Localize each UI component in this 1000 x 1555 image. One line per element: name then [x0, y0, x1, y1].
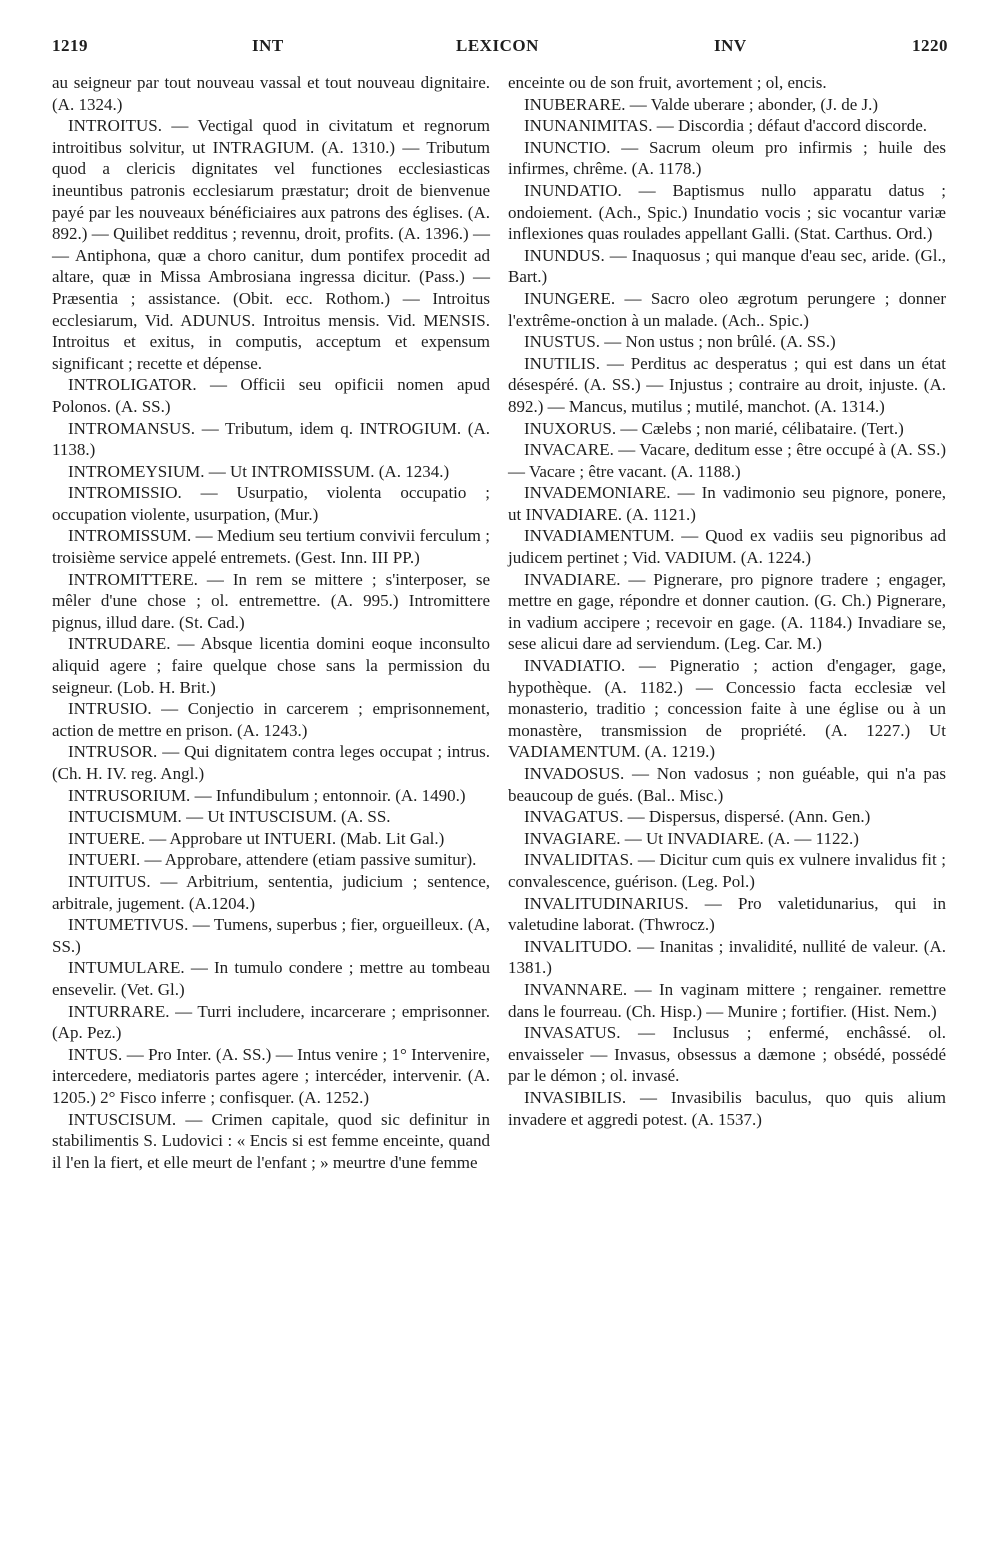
entry-headword: INUNDATIO.	[524, 180, 622, 200]
dictionary-entry	[508, 979, 946, 1022]
entry-definition: — In tumulo condere ; mettre au tombeau ensevelir. (Vet. Gl.)	[52, 958, 490, 999]
dictionary-entry	[52, 72, 490, 115]
entry-headword: INTRUSOR.	[68, 742, 158, 762]
guide-word-left: INT	[252, 36, 284, 55]
entry-definition: — Ut INVADIARE. (A. — 1122.)	[620, 828, 859, 848]
entry-definition: — Non ustus ; non brûlé. (A. SS.)	[600, 332, 836, 352]
page-number-left: 1219	[52, 36, 88, 55]
entry-definition: — In vadimonio seu pignore, ponere, ut INVADIARE. (A. 1121.)	[508, 483, 946, 524]
entry-definition: — Sacro oleo ægrotum perungere ; donner l'extrême-onction à un malade. (Ach.. Spic.)	[508, 288, 946, 330]
dictionary-entry	[508, 353, 946, 418]
entry-headword: INTROMANSUS.	[68, 418, 196, 438]
entry-headword: INUBERARE.	[524, 94, 626, 114]
entry-headword: INTRUDARE.	[68, 634, 171, 654]
entry-headword: INTURRARE.	[68, 1001, 170, 1021]
entry-headword: INVAGATUS.	[524, 807, 624, 827]
entry-definition: — Quod ex vadiis seu pignoribus ad judicem pertinet ; Vid. VADIUM. (A. 1224.)	[508, 526, 946, 568]
entry-headword: INVALITUDINARIUS.	[524, 893, 689, 913]
dictionary-entry	[508, 418, 946, 440]
dictionary-entry	[52, 785, 490, 807]
dictionary-entry	[508, 525, 946, 568]
entry-headword: INVASATUS.	[524, 1023, 621, 1043]
entry-definition: — Ut INTUSCISUM. (A. SS.	[181, 807, 391, 827]
entry-definition: — Perditus ac desperatus ; qui est dans un état désespéré. (A. SS.) — Injustus ; contraire au droit, injuste. (A. 892.) — Mancus, mutilus ; mutilé, manchot. (A. 1314.)	[508, 353, 946, 416]
entry-definition: — Turri includere, incarcerare ; emprisonner. (Ap. Pez.)	[52, 1001, 490, 1043]
entry-definition: — Dicitur cum quis ex vulnere invalidus fit ; convalescence, guérison. (Leg. Pol.)	[508, 850, 946, 891]
entry-headword: INVASIBILIS.	[524, 1087, 627, 1107]
dictionary-entry	[508, 439, 946, 482]
entry-headword: INTROITUS.	[68, 116, 162, 136]
dictionary-entry	[52, 418, 490, 461]
dictionary-entry	[508, 893, 946, 936]
entry-headword: INTRUSORIUM.	[68, 785, 191, 805]
entry-headword: INTROLIGATOR.	[68, 375, 197, 395]
entry-headword: INVANNARE.	[524, 979, 628, 999]
entry-definition: au seigneur par tout nouveau vassal et tout nouveau dignitaire. (A. 1324.)	[52, 73, 490, 114]
entry-definition: — Discordia ; défaut d'accord discorde.	[652, 116, 927, 136]
running-header	[52, 28, 948, 68]
dictionary-entry	[508, 1022, 946, 1087]
entry-headword: INVALIDITAS.	[524, 850, 634, 870]
dictionary-entry	[508, 828, 946, 850]
dictionary-entry	[52, 698, 490, 741]
entry-definition: — Pro valetidunarius, qui in valetudine laborat. (Thwrocz.)	[508, 893, 946, 935]
dictionary-entry	[508, 569, 946, 655]
dictionary-entry	[508, 288, 946, 331]
entry-definition: — Inanitas ; invalidité, nullité de valeur. (A. 1381.)	[508, 936, 946, 978]
left-column	[52, 72, 490, 1173]
dictionary-entry	[508, 245, 946, 288]
entry-headword: INVACARE.	[524, 440, 614, 460]
entry-definition: — Valde uberare ; abonder, (J. de J.)	[625, 94, 879, 114]
guide-word-right: INV	[714, 36, 747, 55]
entry-definition: — Inaquosus ; qui manque d'eau sec, aride. (Gl., Bart.)	[508, 245, 946, 287]
entry-definition: — Pro Inter. (A. SS.) — Intus venire ; 1° Intervenire, intercedere, mediatoris partes agere ; intercéder, intervenir. (A. 1205.) 2° Fisco inferre ; confisquer. (A. 1252.)	[52, 1044, 490, 1107]
dictionary-entry	[508, 806, 946, 828]
entry-headword: INVADOSUS.	[524, 764, 625, 783]
dictionary-entry	[52, 569, 490, 634]
entry-definition: — Vacare, deditum esse ; être occupé à (A. SS.) — Vacare ; être vacant. (A. 1188.)	[508, 440, 946, 481]
entry-headword: INUNDUS.	[524, 245, 605, 265]
entry-headword: INUNCTIO.	[524, 137, 611, 157]
entry-definition: — Approbare, attendere (etiam passive sumitur).	[140, 850, 477, 870]
dictionary-entry	[508, 482, 946, 525]
page-title: LEXICON	[456, 36, 539, 55]
dictionary-entry	[52, 871, 490, 914]
dictionary-entry	[508, 115, 946, 137]
entry-headword: INTUITUS.	[68, 871, 151, 891]
entry-headword: INTUSCISUM.	[68, 1109, 177, 1129]
entry-headword: INUSTUS.	[524, 332, 601, 352]
entry-definition: — Infundibulum ; entonnoir. (A. 1490.)	[190, 785, 466, 805]
dictionary-entry	[508, 763, 946, 806]
entry-headword: INTROMISSUM.	[68, 526, 192, 546]
dictionary-entry	[508, 849, 946, 892]
entry-definition: — Approbare ut INTUERI. (Mab. Lit Gal.)	[144, 828, 445, 848]
dictionary-entry	[52, 482, 490, 525]
entry-headword: INVADEMONIARE.	[524, 483, 671, 503]
entry-definition: — Usurpatio, violenta occupatio ; occupation violente, usurpation, (Mur.)	[52, 483, 490, 524]
entry-definition: — Tumens, superbus ; fier, orgueilleux. (A, SS.)	[52, 915, 490, 956]
entry-definition: — Tributum, idem q. INTROGIUM. (A. 1138.)	[52, 418, 490, 460]
dictionary-entry	[52, 1044, 490, 1109]
entry-headword: INTRUSIO.	[68, 699, 152, 719]
entry-definition: — Cælebs ; non marié, célibataire. (Tert.)	[616, 418, 904, 438]
entry-headword: INVAGIARE.	[524, 828, 621, 848]
dictionary-entry	[52, 957, 490, 1000]
entry-headword: INUNGERE.	[524, 288, 616, 308]
entry-headword: INVADIATIO.	[524, 656, 626, 676]
entry-headword: INVALITUDO.	[524, 936, 632, 956]
dictionary-entry	[508, 180, 946, 245]
entry-definition: — Sacrum oleum pro infirmis ; huile des infirmes, chrême. (A. 1178.)	[508, 137, 946, 179]
entry-definition: — Invasibilis baculus, quo quis alium invadere et aggredi potest. (A. 1537.)	[508, 1087, 946, 1129]
entry-definition: — In vaginam mittere ; rengainer. remettre dans le fourreau. (Ch. Hisp.) — Munire ; fortifier. (Hist. Nem.)	[508, 979, 946, 1021]
entry-definition: — Non vadosus ; non guéable, qui n'a pas beaucoup de gués. (Bal.. Misc.)	[508, 764, 946, 805]
entry-definition: — Pigneratio ; action d'engager, gage, hypothèque. (A. 1182.) — Concessio facta ecclesiæ vel monasterio, traditio ; concession faite à une église ou à un monastère, transmission de propriété. (A. 1227.) Ut VADIAMENTUM. (A. 1219.)	[508, 656, 946, 762]
entry-definition: — Inclusus ; enfermé, enchâssé. ol. envaisseler — Invasus, obsessus a dæmone ; obsédé, possédé par le démon ; ol. invasé.	[508, 1023, 946, 1086]
entry-headword: INTUERE.	[68, 828, 145, 848]
entry-headword: INTUCISMUM.	[68, 807, 182, 827]
entry-definition: — Crimen capitale, quod sic definitur in stabilimentis S. Ludovici : « Encis si est femme enceinte, quand il l'en la fiert, et elle meurt de l'enfant ; » meurtre d'une femme	[52, 1109, 490, 1172]
dictionary-entry	[508, 936, 946, 979]
entry-headword: INTROMISSIO.	[68, 483, 182, 503]
dictionary-entry	[52, 115, 490, 374]
entry-headword: INVADIARE.	[524, 569, 621, 589]
dictionary-entry	[52, 633, 490, 698]
entry-definition: — Dispersus, dispersé. (Ann. Gen.)	[623, 807, 871, 827]
dictionary-entry	[52, 461, 490, 483]
dictionary-entry	[52, 1001, 490, 1044]
right-column	[508, 72, 946, 1130]
dictionary-entry	[508, 1087, 946, 1130]
dictionary-entry	[508, 655, 946, 763]
dictionary-entry	[508, 94, 946, 116]
entry-definition: — Pignerare, pro pignore tradere ; engager, mettre en gage, répondre et donner caution. (G. Ch.) Pignerare, in vadium accipere ; recevoir en gage. (A. 1184.) Invadiare se, sese alicui dare ad serviendum. (Leg. Car. M.)	[508, 569, 946, 654]
entry-definition: — Officii seu opificii nomen apud Polonos. (A. SS.)	[52, 375, 490, 416]
entry-headword: INUXORUS.	[524, 418, 617, 438]
entry-headword: INTROMITTERE.	[68, 569, 198, 589]
dictionary-entry	[508, 137, 946, 180]
dictionary-entry	[52, 914, 490, 957]
dictionary-entry	[52, 806, 490, 828]
entry-headword: INUTILIS.	[524, 353, 601, 373]
entry-definition: — Vectigal quod in civitatum et regnorum introitibus solvitur, ut INTRAGIUM. (A. 1310.) — Tributum quod a clericis dignitates vel functiones ecclesiasticas ineuntibus patronis ecclesiarum præstatur; droit de bienvenue payé par les nouveaux bénéficiaires aux patrons des églises. (A. 892.) — Quilibet redditus ; revennu, droit, profits. (A. 1396.) — — Antiphona, quæ a choro canitur, dum pontifex procedit ad altare, quæ in Missa Ambrosiana ingressa dicitur. (Pass.) — Præsentia ; assistance. (Obit. ecc. Rothom.) — Introitus ecclesiarum, Vid. ADUNUS. Introitus mensis. Vid. MENSIS. Introitus et exitus, in computis, acceptum et expensum significant ; recette et dépense.	[52, 116, 490, 373]
entry-headword: INTUMULARE.	[68, 958, 185, 978]
page-number-right: 1220	[912, 36, 948, 55]
entry-definition: — Arbitrium, sententia, judicium ; sentence, arbitrale, jugement. (A.1204.)	[52, 871, 490, 913]
dictionary-entry	[52, 741, 490, 784]
entry-headword: INVADIAMENTUM.	[524, 526, 675, 546]
entry-definition: — In rem se mittere ; s'interposer, se mêler d'une chose ; ol. entremettre. (A. 995.) Intromittere pignus, illud dare. (St. Cad.)	[52, 569, 490, 632]
entry-headword: INTROMEYSIUM.	[68, 461, 205, 481]
entry-definition: — Baptismus nullo apparatu datus ; ondoiement. (Ach., Spic.) Inundatio vocis ; sic vocantur variæ inflexiones quas roulades appellant Galli. (Stat. Carthus. Ord.)	[508, 180, 946, 244]
dictionary-entry	[508, 331, 946, 353]
entry-definition: — Medium seu tertium convivii ferculum ; troisième service appelé entremets. (Gest. Inn. III PP.)	[52, 526, 490, 568]
entry-definition: enceinte ou de son fruit, avortement ; ol, encis.	[508, 73, 827, 92]
dictionary-entry	[52, 828, 490, 850]
entry-headword: INUNANIMITAS.	[524, 116, 653, 136]
entry-definition: — Absque licentia domini eoque inconsulto aliquid agere ; faire quelque chose sans la permission du seigneur. (Lob. H. Brit.)	[52, 634, 490, 697]
dictionary-entry	[52, 1109, 490, 1174]
entry-definition: — Conjectio in carcerem ; emprisonnement, action de mettre en prison. (A. 1243.)	[52, 699, 490, 740]
dictionary-entry	[508, 72, 946, 94]
entry-definition: — Qui dignitatem contra leges occupat ; intrus. (Ch. H. IV. reg. Angl.)	[52, 742, 490, 783]
dictionary-entry	[52, 525, 490, 568]
entry-headword: INTUERI.	[68, 850, 141, 870]
dictionary-entry	[52, 849, 490, 871]
dictionary-entry	[52, 374, 490, 417]
entry-headword: INTUMETIVUS.	[68, 915, 189, 935]
entry-definition: — Ut INTROMISSUM. (A. 1234.)	[204, 461, 450, 481]
entry-headword: INTUS.	[68, 1044, 123, 1064]
